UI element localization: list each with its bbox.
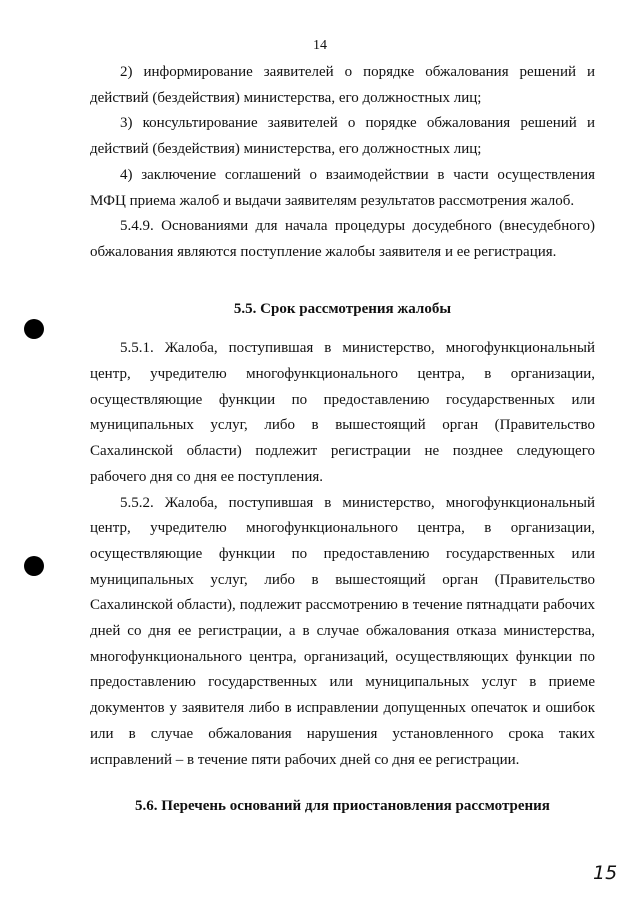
paragraph-item-4: 4) заключение соглашений о взаимодействии в части осуществления МФЦ приема жалоб и выдачи заявителям результатов рассмотрения жалоб. <box>90 166 595 209</box>
paragraph-5-5-2: 5.5.2. Жалоба, поступившая в министерство, многофункциональный центр, учредителю многофункционального центра, в организации, осуществляющие функции по предоставлению государственных или муниципальных услуг, либо в вышестоящий орган (Правительство Сахалинской области), подлежит рассмотрению в течение пятнадцати рабочих дней со дня ее регистрации, а в случае обжалования отказа министерства, многофункционального центра, организаций, осуществляющих функции по предоставлению государственных или муниципальных услуг в приеме документов у заявителя либо в исправлении допущенных опечаток и ошибок или в случае обжалования нарушения установленного срока таких исправлений – в течение пяти рабочих дней со дня ее регистрации. <box>90 494 595 768</box>
paragraph-item-2: 2) информирование заявителей о порядке обжалования решений и действий (бездействия) министерства, его должностных лиц; <box>90 64 595 106</box>
punch-hole-bottom <box>24 556 44 576</box>
paragraph-item-3: 3) консультирование заявителей о порядке обжалования решений и действий (бездействия) министерства, его должностных лиц; <box>90 115 595 158</box>
page-number: 14 <box>313 38 327 53</box>
punch-hole-top <box>24 319 44 339</box>
section-5-5-heading: 5.5. Срок рассмотрения жалобы <box>233 300 452 317</box>
paragraph-5-4-9: 5.4.9. Основаниями для начала процедуры досудебного (внесудебного) обжалования являются поступление жалобы заявителя и ее регистрация. <box>90 218 595 260</box>
document-body <box>90 60 595 820</box>
section-5-6-heading: 5.6. Перечень оснований для приостановления рассмотрения <box>135 798 550 815</box>
handwritten-page-mark: 15 <box>593 862 618 884</box>
paragraph-5-5-1: 5.5.1. Жалоба, поступившая в министерство, многофункциональный центр, учредителю многофункционального центра, в организации, осуществляющие функции по предоставлению государственных или муниципальных услуг, либо в вышестоящий орган (Правительство Сахалинской области) подлежит регистрации не позднее следующего рабочего дня со дня ее поступления. <box>90 340 595 485</box>
